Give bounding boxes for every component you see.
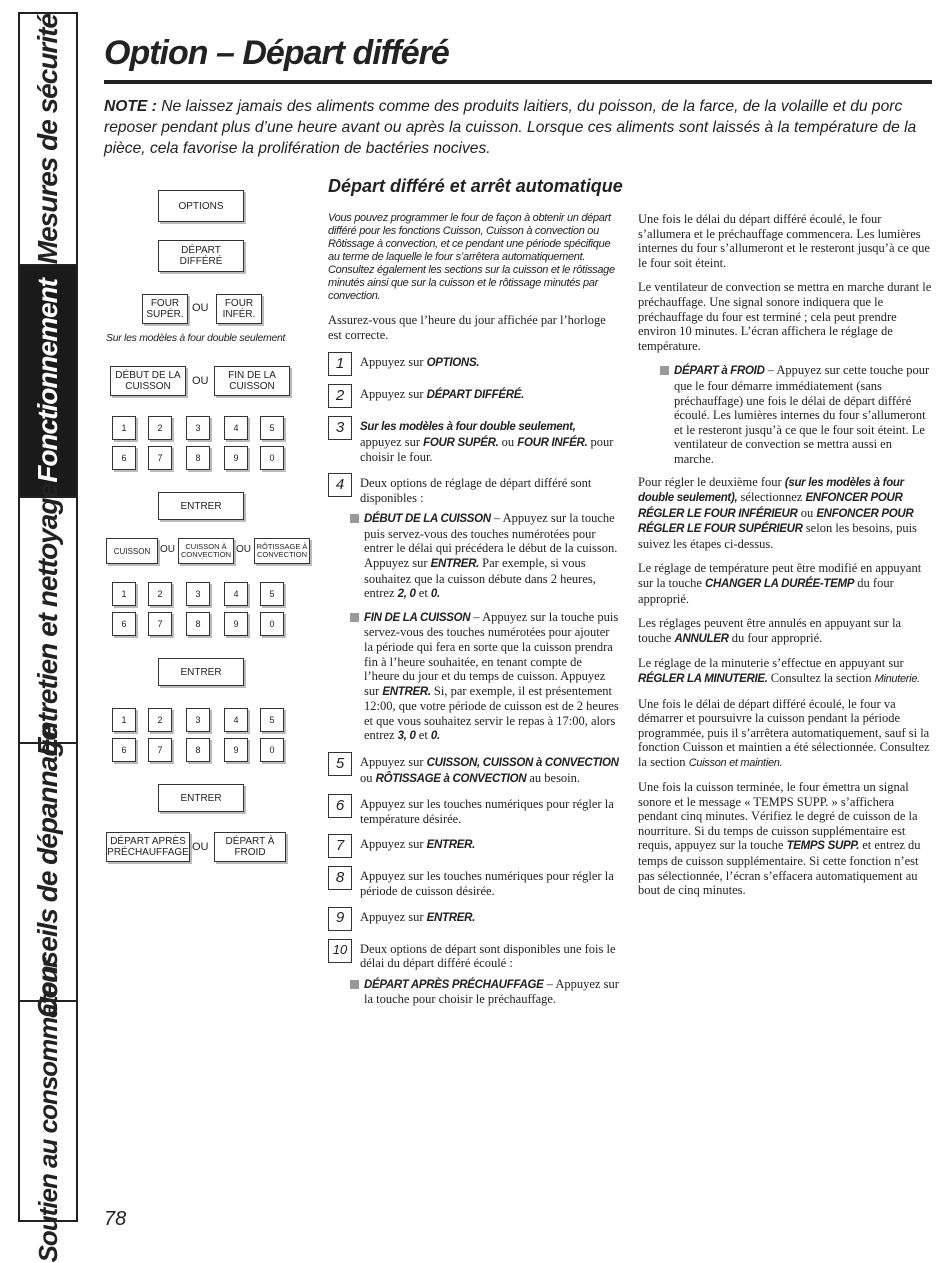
step-number: 10 — [328, 939, 352, 963]
step — [328, 866, 620, 898]
key-label: FIN DE LA — [228, 370, 276, 381]
key-digit: 4 — [233, 715, 239, 725]
key-label: CUISSON À — [185, 542, 227, 551]
intro-italic: Vous pouvez programmer le four de façon à obtenir un départ différé pour les fonctions Cuisson, Cuisson à convection ou Rôtissage à convection, et ce pendant une période spécifique au terme de laquelle le four s’arrêtera automatiquement. Consultez également les sections sur la cuisson et le rôtissage minutés ainsi que sur la cuisson et le rôtissage minutés par convection. — [328, 212, 615, 302]
option-bullet — [350, 511, 620, 602]
bullet-keyword: 0. — [430, 588, 440, 601]
key-digit: 1 — [121, 423, 127, 433]
key-digit: 5 — [269, 589, 275, 599]
key-label: DIFFÉRÉ — [179, 256, 223, 267]
text: Une fois la cuisson terminée, le four émettra un signal sonore et le message « TEMPS SUPP. » s’affichera pendant cinq minutes. Vérifiez le degré de cuisson de la nourriture. Si du temps de cuisson supplémentaire est requis, appuyez sur la touche — [638, 780, 918, 853]
key-label: FOUR — [150, 298, 180, 309]
keypad-key[interactable] — [148, 416, 172, 440]
bullet-keyword: FIN DE LA CUISSON — [364, 611, 471, 624]
control-panel-illustration — [106, 180, 310, 860]
four-infer-key[interactable] — [216, 294, 262, 324]
ou-label: OU — [192, 375, 209, 387]
details-column — [638, 212, 932, 908]
keypad-key[interactable] — [186, 612, 210, 636]
step-number: 5 — [328, 752, 352, 776]
tab-fonctionnement[interactable] — [20, 266, 76, 498]
keypad-key[interactable] — [260, 582, 284, 606]
step-text: ou — [501, 434, 515, 449]
step-text: Appuyez sur — [360, 355, 424, 370]
key-label: CONVECTION — [256, 550, 307, 559]
key-digit: 6 — [121, 453, 127, 463]
bullet-text: – Appuyez sur la touche puis servez-vous des touches numérotées pour ajouter la période qui fera en sorte que la cuisson prendra fin à l’heure souhaitée, en tenant compte de l’heure du jour et du temps de cuisson. Appuyez sur — [364, 609, 619, 698]
entrer-key[interactable] — [158, 492, 244, 520]
key-label: PRÉCHAUFFAGE — [107, 847, 189, 858]
intro-text: Assurez-vous que l’heure du jour affichée par l’horloge est correcte. — [328, 313, 606, 342]
keypad-key[interactable] — [224, 582, 248, 606]
text: ou — [800, 505, 814, 520]
tab-entretien-nettoyage[interactable] — [20, 483, 76, 757]
key-digit: 2 — [157, 589, 163, 599]
tab-label: Conseils de dépannage — [32, 726, 63, 1018]
tab-label: Soutien au consommateur — [33, 959, 63, 1263]
key-label: DÉPART — [181, 245, 221, 256]
bullet-keyword: DÉBUT DE LA CUISSON — [364, 513, 491, 526]
key-label: SUPÉR. — [146, 309, 184, 320]
step-number: 8 — [328, 866, 352, 890]
step-keyword: FOUR SUPÉR. — [423, 436, 499, 449]
keyword: ANNULER — [674, 632, 729, 645]
key-digit: 5 — [269, 423, 275, 433]
step-text: Appuyez sur les touches numériques pour régler la température désirée. — [360, 797, 614, 826]
key-digit: 7 — [157, 453, 163, 463]
page-title: Option – Départ différé — [104, 34, 449, 72]
bullet-text: – Appuyez sur la touche puis servez-vous des touches numérotées pour entrer le délai qui précédera le début de la cuisson. Appuyez sur — [364, 511, 618, 570]
depart-froid-key[interactable] — [214, 832, 286, 862]
safety-note — [104, 96, 924, 159]
key-digit: 1 — [121, 589, 127, 599]
step-text: Appuyez sur les touches numériques pour régler la période de cuisson désirée. — [360, 869, 614, 899]
bullet-keyword: ENTRER. — [430, 557, 480, 570]
key-label: DÉPART APRÈS — [110, 836, 186, 847]
cuisson-convection-key[interactable] — [178, 538, 234, 564]
step-keyword: ENTRER. — [426, 839, 476, 852]
option-bullet — [660, 363, 932, 466]
step-keyword: DÉPART DIFFÉRÉ. — [426, 389, 524, 402]
keypad-key[interactable] — [112, 612, 136, 636]
keypad-key[interactable] — [112, 416, 136, 440]
step-text: Appuyez sur — [360, 755, 424, 770]
tab-label: Fonctionnement — [32, 279, 63, 483]
keypad-key[interactable] — [186, 708, 210, 732]
key-label: OPTIONS — [178, 200, 224, 212]
paragraph — [638, 561, 932, 606]
key-digit: 1 — [121, 715, 127, 725]
paragraph — [638, 780, 932, 898]
text: Une fois le délai de départ différé écoulé, le four va démarrer et poursuivre la cuisson pendant la période programmée, puis il s’arrêtera automatiquement, sauf si la fonction Cuisson et maintien a été sélectionnée. Consultez la section — [638, 696, 930, 769]
step-keyword: FOUR INFÉR. — [517, 436, 588, 449]
four-super-key[interactable] — [142, 294, 188, 324]
step-keyword: ENTRER. — [426, 911, 476, 924]
step — [328, 794, 620, 826]
keypad-key[interactable] — [112, 708, 136, 732]
keypad-key[interactable] — [148, 612, 172, 636]
step-number: 2 — [328, 384, 352, 408]
key-digit: 8 — [195, 619, 201, 629]
keyword: ENFONCER POUR RÉGLER LE FOUR SUPÉRIEUR — [638, 507, 914, 536]
keypad-key[interactable] — [224, 612, 248, 636]
fin-cuisson-key[interactable] — [214, 366, 290, 396]
tab-label: Mesures de sécurité — [32, 13, 63, 265]
key-label: DÉBUT DE LA — [115, 370, 181, 381]
step — [328, 834, 620, 858]
step-number: 4 — [328, 473, 352, 497]
text: du four approprié. — [731, 630, 823, 645]
step-text: Appuyez sur — [360, 387, 424, 402]
step-text: appuyez sur — [360, 434, 421, 449]
key-digit: 8 — [195, 453, 201, 463]
key-label: CUISSON — [113, 546, 151, 556]
keypad-key[interactable] — [260, 708, 284, 732]
keypad-key[interactable] — [148, 738, 172, 762]
keyword: CHANGER LA DURÉE-TEMP — [705, 578, 855, 591]
keypad-key[interactable] — [224, 446, 248, 470]
tab-label: Entretien et nettoyage — [32, 483, 63, 757]
keypad-key[interactable] — [186, 738, 210, 762]
key-digit: 9 — [233, 453, 239, 463]
key-digit: 8 — [195, 745, 201, 755]
text: et entrez du temps de cuisson supplémentaire. Si cette fonction n’est pas sélectionnée, l’écran s’effacera automatiquement au bout de cinq minutes. — [638, 838, 921, 898]
keypad-key[interactable] — [148, 446, 172, 470]
bullet-square — [350, 514, 359, 523]
key-digit: 2 — [157, 715, 163, 725]
text: du four approprié. — [638, 576, 894, 606]
step — [328, 939, 620, 971]
keypad-key[interactable] — [224, 708, 248, 732]
key-digit: 0 — [269, 745, 275, 755]
keypad-key[interactable] — [260, 446, 284, 470]
ou-label: OU — [236, 544, 251, 555]
bullet-keyword: 3, 0 — [397, 730, 416, 743]
key-label: INFÉR. — [222, 309, 256, 320]
ou-label: OU — [192, 841, 209, 853]
key-digit: 4 — [233, 589, 239, 599]
paragraph — [638, 616, 932, 646]
text: Pour régler le deuxième four — [638, 474, 782, 489]
text: Consultez la section — [770, 671, 872, 686]
ou-label: OU — [160, 544, 175, 555]
keypad-key[interactable] — [186, 582, 210, 606]
bullet-text: et — [418, 728, 428, 743]
keypad-key[interactable] — [112, 582, 136, 606]
key-label: CUISSON — [229, 381, 275, 392]
title-rule — [104, 80, 932, 84]
step — [328, 384, 620, 408]
cuisson-key[interactable] — [106, 538, 158, 564]
keypad-key[interactable] — [224, 738, 248, 762]
step — [328, 907, 620, 931]
bullet-text: – Appuyez sur cette touche pour que le four démarre immédiatement (sans préchauffage) une fois le délai de départ différé écoulé. Les lumières internes du four s’allumeront et le resteront jusqu’à ce que le four soit éteint. Le ventilateur de convection se mettra aussi en marche. — [674, 363, 930, 466]
key-digit: 7 — [157, 619, 163, 629]
bullet-text: et — [418, 586, 428, 601]
step-number: 3 — [328, 416, 352, 440]
text: selon les besoins, puis suivez les étapes ci-dessus. — [638, 521, 917, 551]
step-text: Deux options de réglage de départ différé sont disponibles : — [360, 475, 592, 505]
step-keyword: RÔTISSAGE à CONVECTION — [375, 772, 527, 785]
note-text: Ne laissez jamais des aliments comme des produits laitiers, du poisson, de la farce, de la volaille et du porc reposer pendant plus d’une heure avant ou après la cuisson. Lorsque ces aliments sont laissés à la température de la pièce, cela favorise la prolifération de bactéries nocives. — [104, 98, 917, 157]
option-bullet — [350, 977, 620, 1007]
step-text: Appuyez sur — [360, 909, 424, 924]
paragraph — [638, 475, 932, 552]
step-number: 9 — [328, 907, 352, 931]
key-label: FROID — [234, 847, 266, 858]
bullet-keyword: DÉPART APRÈS PRÉCHAUFFAGE — [364, 978, 544, 991]
tab-soutien-consommateur[interactable] — [20, 959, 76, 1263]
step-text: ou — [360, 770, 373, 785]
key-label: ENTRER — [180, 500, 222, 512]
key-digit: 9 — [233, 619, 239, 629]
step-keyword: CUISSON, CUISSON à CONVECTION — [426, 757, 619, 770]
key-digit: 0 — [269, 453, 275, 463]
step-number: 1 — [328, 352, 352, 376]
keypad-key[interactable] — [260, 416, 284, 440]
keypad-key[interactable] — [260, 612, 284, 636]
step-number: 7 — [328, 834, 352, 858]
key-digit: 9 — [233, 745, 239, 755]
paragraph — [638, 697, 932, 770]
page-number: 78 — [104, 1208, 127, 1230]
key-digit: 4 — [233, 423, 239, 433]
depart-differe-key[interactable] — [158, 240, 244, 272]
keyword: RÉGLER LA MINUTERIE. — [638, 673, 768, 686]
paragraph — [638, 656, 932, 686]
step-text: Appuyez sur — [360, 837, 424, 852]
bullet-text: – Appuyez sur la touche pour choisir le préchauffage. — [364, 976, 619, 1007]
rotissage-convection-key[interactable] — [254, 538, 310, 564]
entrer-key[interactable] — [158, 784, 244, 812]
instructions-column — [328, 212, 620, 1015]
bullet-text: Par exemple, si vous souhaitez que la cuisson débute dans 2 heures, entrez — [364, 555, 596, 601]
side-tabs — [18, 12, 78, 1263]
key-label: FOUR — [224, 298, 254, 309]
step — [328, 752, 620, 786]
text: Les réglages peuvent être annulés en appuyant sur la touche — [638, 616, 902, 645]
keyword: ENFONCER POUR RÉGLER LE FOUR INFÉRIEUR — [638, 492, 903, 520]
step — [328, 473, 620, 505]
key-label: CUISSON — [125, 381, 171, 392]
bullet-keyword: 2, 0 — [397, 588, 416, 601]
key-digit: 6 — [121, 619, 127, 629]
bullet-text: Si, par exemple, il est présentement 12:00, que votre période de cuisson est de 2 heures et que vous souhaitez servir le repas à 17:00, alors entrez — [364, 683, 619, 743]
entrer-key[interactable] — [158, 658, 244, 686]
step-number: 6 — [328, 794, 352, 818]
key-digit: 3 — [195, 423, 201, 433]
bullet-square — [350, 613, 359, 622]
text: Le réglage de température peut être modifié en appuyant sur la touche — [638, 561, 922, 591]
option-bullet — [350, 610, 620, 744]
key-digit: 3 — [195, 715, 201, 725]
keypad-key[interactable] — [112, 738, 136, 762]
key-digit: 3 — [195, 589, 201, 599]
key-digit: 7 — [157, 745, 163, 755]
depart-apres-prechauffage-key[interactable] — [106, 832, 190, 862]
text: sélectionnez — [740, 490, 803, 505]
tab-mesures-securite[interactable] — [20, 14, 76, 266]
options-key[interactable] — [158, 190, 244, 222]
step-text: Deux options de départ sont disponibles une fois le délai du départ différé écoulé : — [360, 941, 616, 971]
paragraph: Le ventilateur de convection se mettra en marche durant le préchauffage. Une signal sonore indiquera que le préchauffage du four est terminé ; cela peut prendre environ 10 minutes. L’écran affichera le réglage de température. — [638, 280, 932, 353]
key-digit: 2 — [157, 423, 163, 433]
bullet-square — [350, 980, 359, 989]
key-digit: 6 — [121, 745, 127, 755]
bullet-keyword: 0. — [430, 730, 440, 743]
key-label: CONVECTION — [180, 550, 231, 559]
keypad-key[interactable] — [148, 708, 172, 732]
step-keyword: Sur les modèles à four double seulement, — [360, 421, 576, 434]
keypad-key[interactable] — [148, 582, 172, 606]
panel-caption: Sur les modèles à four double seulement — [106, 332, 286, 344]
italic-ref: Cuisson et maintien. — [688, 757, 783, 769]
bullet-keyword: ENTRER. — [382, 685, 431, 698]
italic-ref: Minuterie. — [874, 673, 920, 686]
step-text: pour choisir le four. — [360, 434, 614, 465]
paragraph: Une fois le délai du départ différé écoulé, le four s’allumera et le préchauffage commencera. Les lumières internes du four s’allumeront et le resteront jusqu’à ce que le four soit éteint. — [638, 212, 930, 270]
key-digit: 0 — [269, 619, 275, 629]
key-digit: 5 — [269, 715, 275, 725]
key-label: DÉPART À — [225, 836, 275, 847]
keyword: (sur les modèles à four double seulement), — [638, 476, 904, 505]
bullet-square — [660, 366, 669, 375]
ou-label: OU — [192, 302, 209, 314]
text: Le réglage de la minuterie s’effectue en appuyant sur — [638, 656, 904, 671]
step — [328, 352, 620, 376]
section-title: Départ différé et arrêt automatique — [328, 176, 623, 196]
note-label: NOTE : — [104, 98, 157, 115]
keypad-key[interactable] — [112, 446, 136, 470]
keypad-key[interactable] — [186, 416, 210, 440]
keypad-key[interactable] — [260, 738, 284, 762]
debut-cuisson-key[interactable] — [110, 366, 186, 396]
keypad-key[interactable] — [186, 446, 210, 470]
bullet-keyword: DÉPART à FROID — [674, 365, 765, 378]
step-text: au besoin. — [529, 770, 581, 785]
keyword: TEMPS SUPP. — [786, 840, 860, 853]
key-label: RÔTISSAGE À — [256, 542, 308, 551]
keypad-key[interactable] — [224, 416, 248, 440]
step — [328, 416, 620, 465]
key-label: ENTRER — [180, 792, 222, 804]
step-keyword: OPTIONS. — [426, 357, 480, 370]
key-label: ENTRER — [180, 666, 222, 678]
